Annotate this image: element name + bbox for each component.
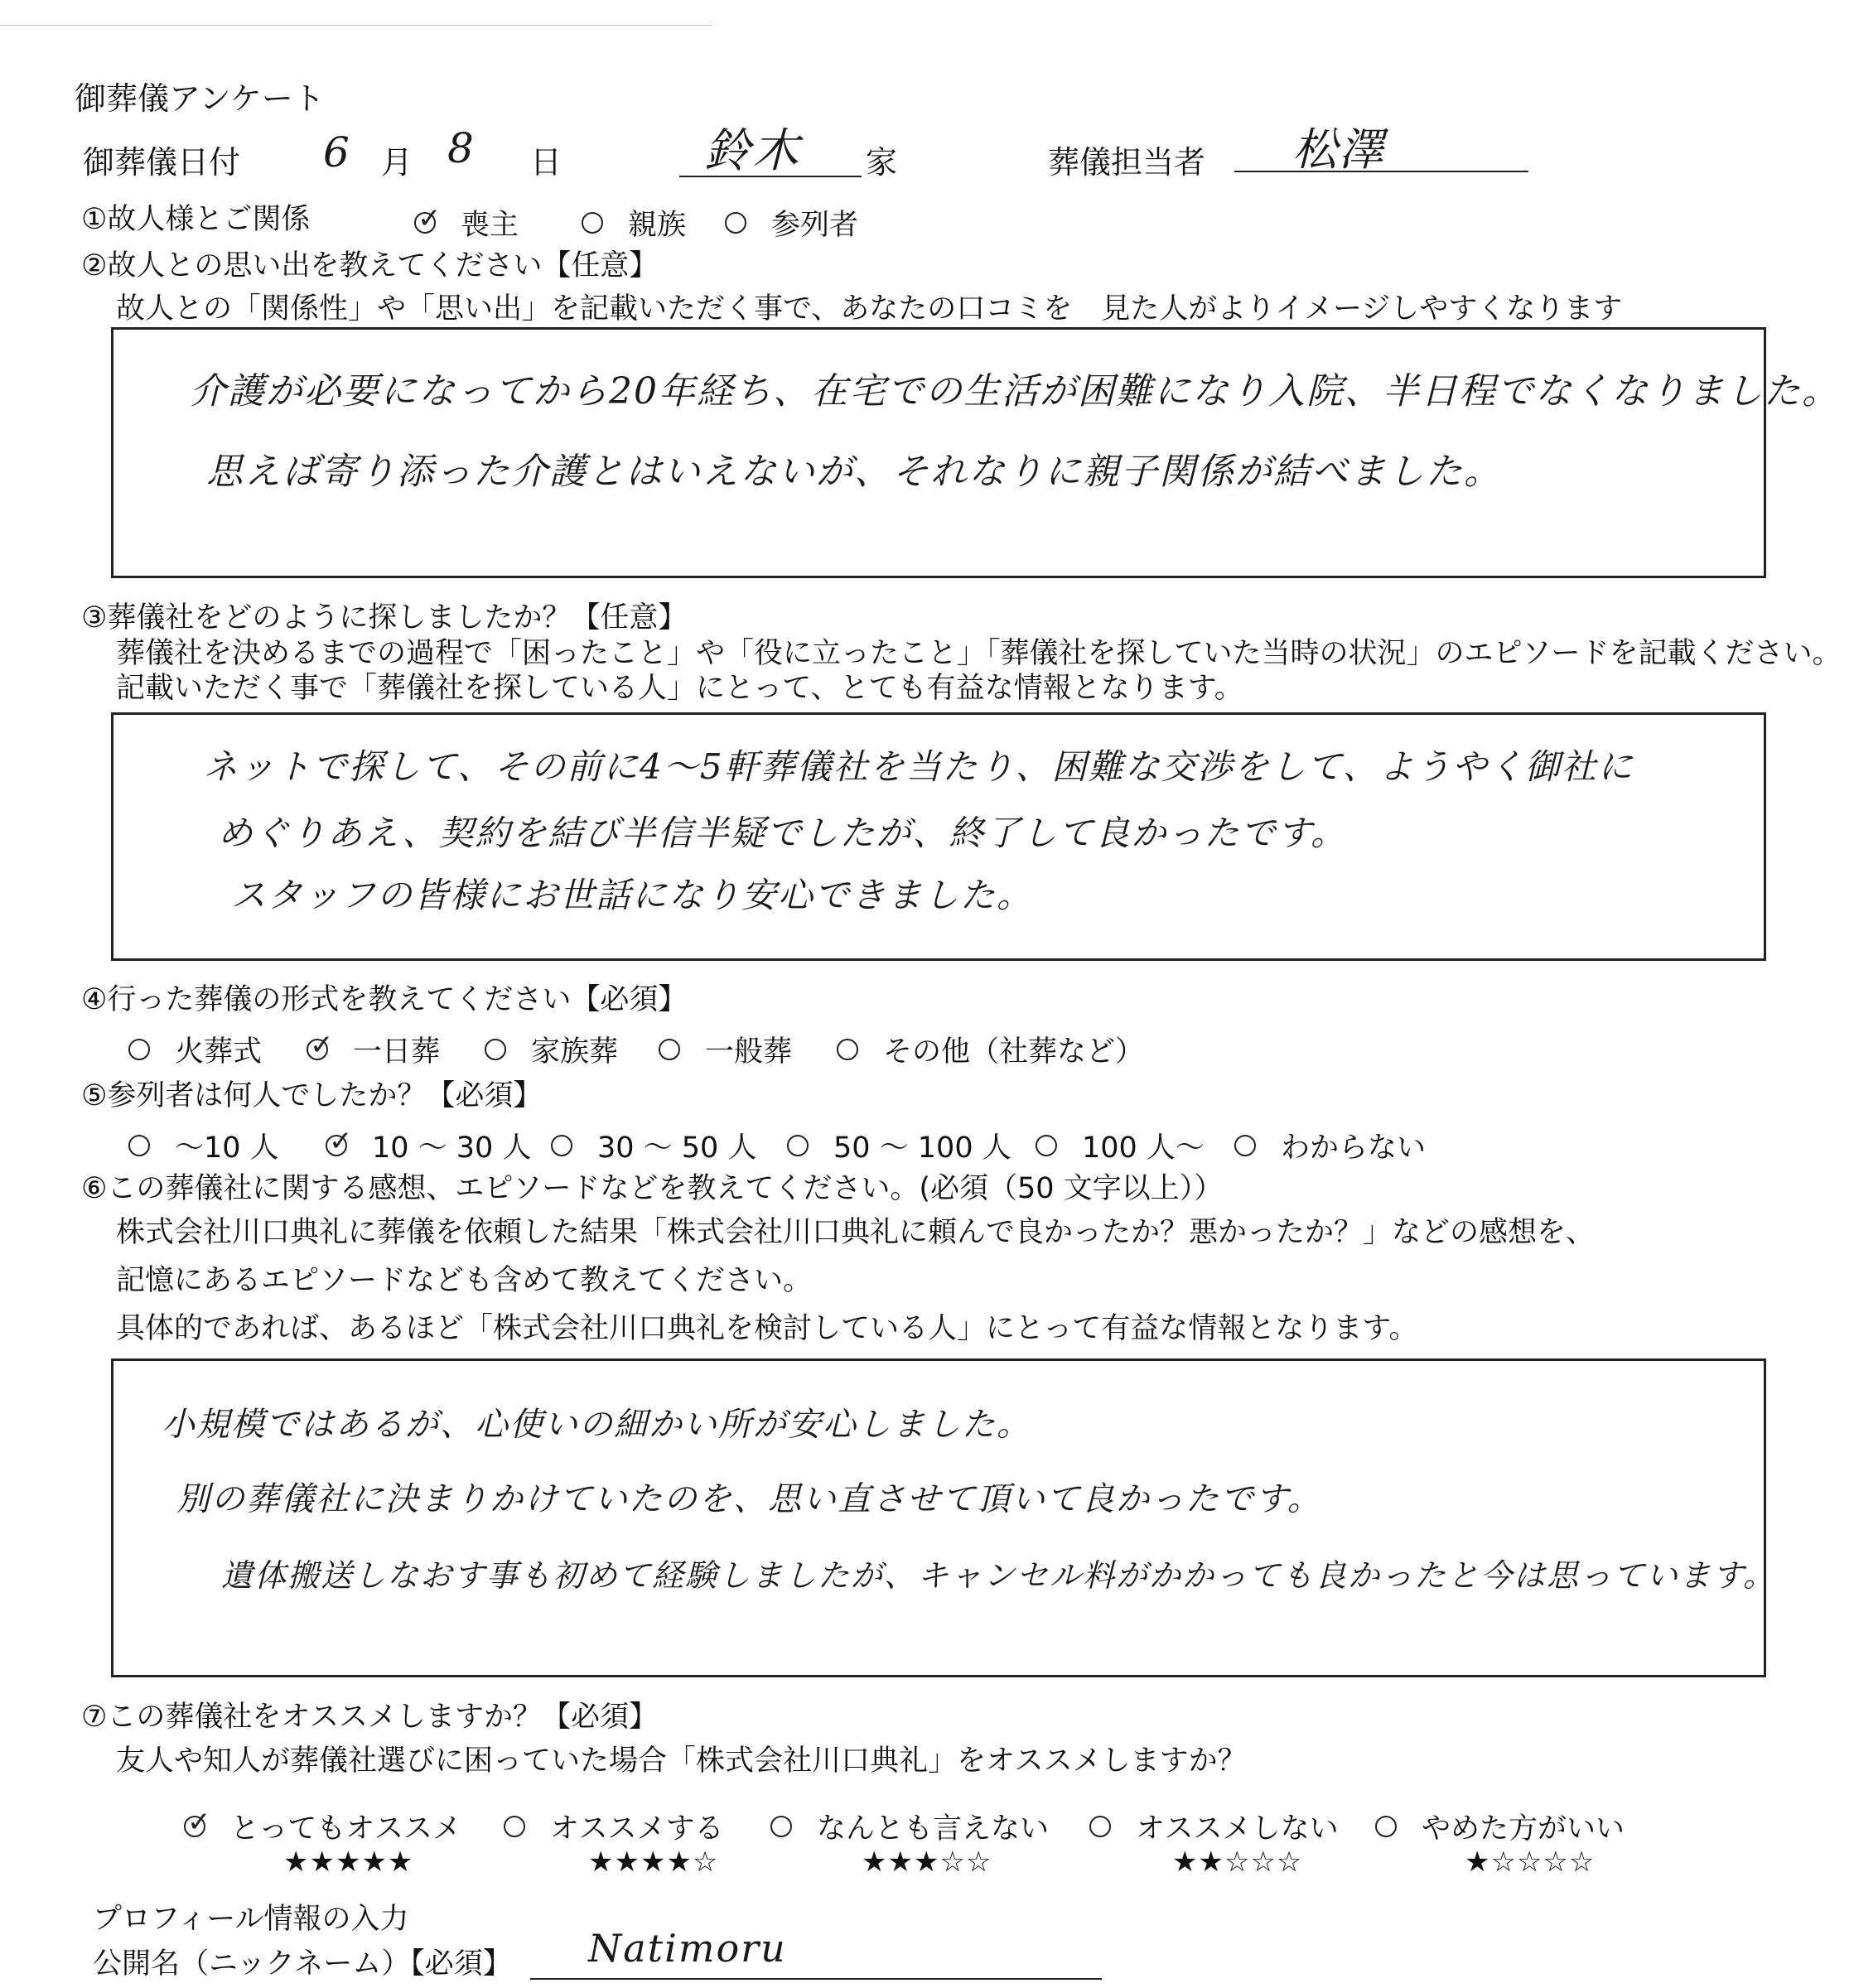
q6-desc-1: 株式会社川口典礼に葬儀を依頼した結果「株式会社川口典礼に頼んで良かったか？悪かったか？」などの感想を、	[116, 1216, 1596, 1249]
q4-option-oneday[interactable]	[307, 1029, 440, 1070]
q4-radio-cremation[interactable]	[128, 1039, 150, 1060]
q5-radio-over100[interactable]	[1036, 1135, 1057, 1156]
staff-name-value[interactable]: 松澤	[1292, 123, 1385, 176]
month-unit: 月	[381, 144, 413, 181]
q3-answer-line: めぐりあえ、契約を結び半信半疑でしたが、終了して良かったです。	[218, 813, 1348, 853]
q7-stars-5: ★★★★★	[283, 1846, 414, 1879]
q6-desc-3: 具体的であれば、あるほど「株式会社川口典礼を検討している人」にとって有益な情報となります。	[116, 1312, 1418, 1345]
q4-radio-oneday[interactable]	[307, 1039, 328, 1060]
staff-label: 葬儀担当者	[1048, 144, 1206, 181]
month-value[interactable]: 6	[323, 128, 351, 176]
q5-radio-unknown[interactable]	[1234, 1135, 1256, 1156]
q1-option-attendee[interactable]	[725, 202, 858, 244]
profile-heading: プロフィール情報の入力	[93, 1903, 409, 1936]
q7-option-label: なんとも言えない	[817, 1812, 1050, 1846]
q1-label: ①故人様とご関係	[81, 203, 311, 236]
q7-stars-4: ★★★★☆	[588, 1846, 719, 1879]
q5-option-label: 〜10 人	[175, 1132, 279, 1165]
q7-option-highly-recommend[interactable]	[184, 1806, 461, 1847]
q1-option-relative[interactable]	[582, 202, 686, 244]
q3-label: ③葬儀社をどのように探しましたか？【任意】	[81, 601, 688, 635]
family-suffix: 家	[866, 144, 898, 181]
q7-radio-neutral[interactable]	[770, 1816, 792, 1837]
scan-edge-line	[0, 25, 712, 26]
q7-option-label: やめた方がいい	[1422, 1812, 1625, 1846]
nickname-value[interactable]: Natimoru	[588, 1926, 787, 1971]
q1-option-label: 参列者	[771, 209, 859, 242]
family-name-value[interactable]: 鈴木	[704, 124, 800, 178]
q2-answer-line: 介護が必要になってから20年経ち、在宅での生活が困難になり入院、半日程でなくなりました。	[190, 370, 1840, 413]
family-name-underline	[679, 176, 862, 177]
q6-answer-line: 遺体搬送しなおす事も初めて経験しましたが、キャンセル料がかかっても良かったと今は思っています。	[221, 1557, 1776, 1594]
q5-option-over100[interactable]	[1036, 1125, 1205, 1166]
q6-desc-2: 記憶にあるエピソードなども含めて教えてください。	[116, 1264, 813, 1297]
q1-option-mourner[interactable]	[414, 202, 519, 244]
q5-option-label: 100 人〜	[1082, 1132, 1205, 1165]
q7-radio-highly-recommend[interactable]	[184, 1816, 205, 1837]
q2-answer-line: 思えば寄り添った介護とはいえないが、それなりに親子関係が結べました。	[206, 451, 1502, 493]
q1-radio-mourner[interactable]	[414, 212, 436, 234]
q5-option-under10[interactable]	[128, 1125, 279, 1166]
q6-answer-line: 別の葬儀社に決まりかけていたのを、思い直させて頂いて良かったです。	[176, 1480, 1322, 1518]
q4-radio-general[interactable]	[659, 1039, 680, 1060]
q5-option-label: 10 〜 30 人	[372, 1132, 532, 1165]
q7-option-label: オススメする	[550, 1812, 724, 1846]
q2-label: ②故人との思い出を教えてください【任意】	[81, 249, 659, 282]
q4-option-cremation[interactable]	[128, 1029, 262, 1070]
q4-radio-family[interactable]	[485, 1039, 506, 1060]
q7-option-recommend[interactable]	[504, 1806, 724, 1847]
q5-label: ⑤参列者は何人でしたか？【必須】	[81, 1079, 543, 1112]
date-label: 御葬儀日付	[83, 144, 241, 181]
q1-radio-relative[interactable]	[582, 212, 603, 234]
q5-radio-under10[interactable]	[128, 1135, 150, 1156]
q4-radio-other[interactable]	[837, 1039, 858, 1060]
q5-radio-50-100[interactable]	[787, 1135, 809, 1156]
q5-option-label: わからない	[1281, 1132, 1427, 1165]
q5-radio-30-50[interactable]	[551, 1135, 572, 1156]
q7-radio-not-recommend[interactable]	[1089, 1816, 1111, 1837]
q7-stars-3: ★★★☆☆	[862, 1846, 992, 1879]
q5-option-30-50[interactable]	[551, 1125, 756, 1166]
q5-radio-10-30[interactable]	[326, 1135, 347, 1156]
q4-option-label: 火葬式	[175, 1035, 263, 1069]
q7-option-label: オススメしない	[1136, 1812, 1339, 1846]
q7-radio-recommend[interactable]	[504, 1816, 525, 1837]
q6-answer-line: 小規模ではあるが、心使いの細かい所が安心しました。	[162, 1406, 1031, 1444]
q7-option-avoid[interactable]	[1375, 1806, 1625, 1847]
q6-label: ⑥この葬儀社に関する感想、エピソードなどを教えてください。(必須（50 文字以上））	[81, 1172, 1224, 1205]
q7-option-neutral[interactable]	[770, 1806, 1049, 1847]
day-value[interactable]: 8	[447, 124, 476, 172]
q7-stars-1: ★☆☆☆☆	[1465, 1846, 1596, 1879]
nickname-label: 公開名（ニックネーム）【必須】	[93, 1947, 512, 1981]
q1-option-label: 喪主	[461, 209, 519, 242]
nickname-underline	[530, 1978, 1102, 1980]
day-unit: 日	[530, 144, 562, 181]
q4-option-label: 一般葬	[705, 1035, 793, 1069]
q6-answer-box[interactable]	[111, 1358, 1776, 1677]
q7-radio-avoid[interactable]	[1375, 1816, 1397, 1837]
q4-option-general[interactable]	[659, 1029, 792, 1070]
q4-option-other[interactable]	[837, 1029, 1144, 1070]
q7-stars-2: ★★☆☆☆	[1172, 1846, 1303, 1879]
q4-option-family[interactable]	[485, 1029, 618, 1070]
q7-option-not-recommend[interactable]	[1089, 1806, 1339, 1847]
q7-desc: 友人や知人が葬儀社選びに困っていた場合「株式会社川口典礼」をオススメしますか？	[116, 1744, 1247, 1778]
q5-option-50-100[interactable]	[787, 1125, 1011, 1166]
q4-option-label: 家族葬	[531, 1035, 619, 1069]
q5-option-unknown[interactable]	[1234, 1125, 1426, 1166]
q7-option-label: とってもオススメ	[230, 1812, 461, 1846]
q4-option-label: 一日葬	[353, 1035, 441, 1069]
q4-option-label: その他（社葬など）	[883, 1035, 1145, 1069]
q3-desc-2: 記載いただく事で「葬儀社を探している人」にとって、とても有益な情報となります。	[116, 672, 1243, 705]
q1-option-label: 親族	[628, 209, 687, 242]
staff-name-underline	[1234, 171, 1528, 172]
q3-answer-line: スタッフの皆様にお世話になり安心できました。	[231, 875, 1034, 915]
q5-option-10-30[interactable]	[326, 1125, 531, 1166]
q3-desc-1: 葬儀社を決めるまでの過程で「困ったこと」や「役に立ったこと」「葬儀社を探していた当時の状況」のエピソードを記載ください。	[116, 637, 1842, 670]
q4-label: ④行った葬儀の形式を教えてください【必須】	[81, 983, 688, 1016]
q2-answer-box[interactable]	[111, 327, 1840, 578]
q1-radio-attendee[interactable]	[725, 212, 746, 234]
q7-label: ⑦この葬儀社をオススメしますか？【必須】	[81, 1701, 659, 1734]
q3-answer-line: ネットで探して、その前に4〜5軒葬儀社を当たり、困難な交渉をして、ようやく御社に	[203, 746, 1634, 787]
q3-answer-box[interactable]	[111, 712, 1766, 961]
q5-option-label: 50 〜 100 人	[833, 1132, 1011, 1165]
q5-option-label: 30 〜 50 人	[597, 1132, 757, 1165]
form-title: 御葬儀アンケート	[75, 80, 325, 117]
q2-desc: 故人との「関係性」や「思い出」を記載いただく事で、あなたの口コミを 見た人がよりイメージしやすくなります	[116, 292, 1623, 326]
